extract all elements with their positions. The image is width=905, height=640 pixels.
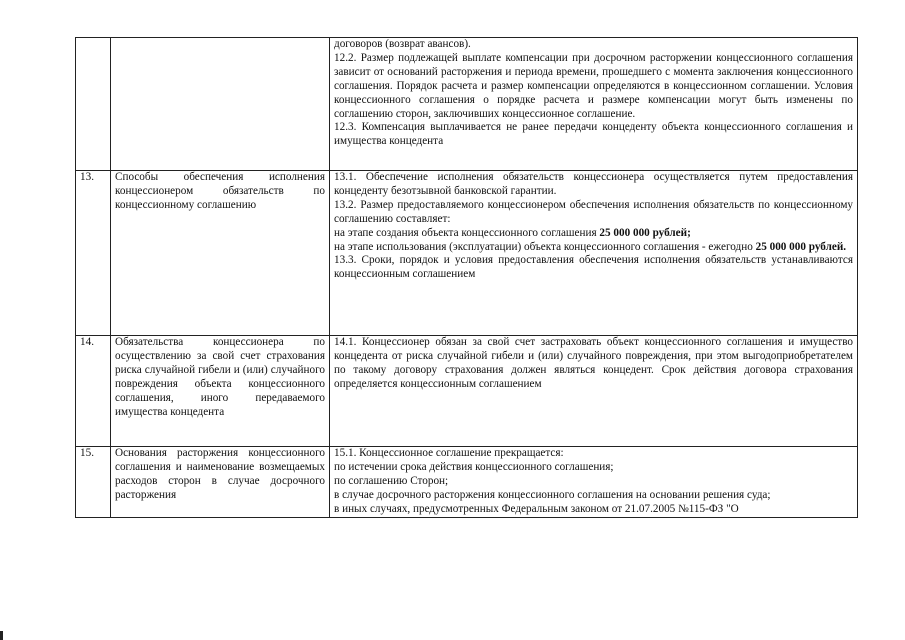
row-number-cell: 15. [76, 447, 111, 518]
row-name-cell [111, 38, 330, 171]
amount-text: 25 000 000 рублей; [599, 226, 691, 239]
paragraph-text: на этапе создания объекта концессионного соглашения [334, 226, 600, 239]
concession-terms-table [75, 37, 858, 518]
row-number-cell [76, 38, 111, 171]
paragraph [334, 241, 853, 255]
paragraph: в иных случаях, предусмотренных Федеральным законом от 21.07.2005 №115-ФЗ "О [334, 502, 739, 515]
paragraph: по соглашению Сторон; [334, 474, 449, 487]
paragraph: по истечении срока действия концессионного соглашения; [334, 460, 614, 473]
row-text-cell [330, 336, 858, 447]
paragraph: 12.2. Размер подлежащей выплате компенсации при досрочном расторжении концессионного соглашения зависит от оснований расторжения и периода времени, прошедшего с момента заключения концессионного соглашения. Порядок расчета и размер компенсации определяются в концессионном соглашении. Условия концессионного соглашения о порядке расчета и размере компенсации могут быть изменены по соглашению сторон, заключивших концессионное соглашение. [334, 51, 853, 120]
row-name-cell: Способы обеспечения исполнения концессионером обязательств по концессионному соглашению [111, 171, 330, 336]
table-row-14 [76, 336, 858, 447]
row-name-cell: Основания расторжения концессионного соглашения и наименование возмещаемых расходов сторон в случае досрочного расторжения [111, 447, 330, 518]
paragraph: 12.3. Компенсация выплачивается не ранее передачи концеденту объекта концессионного соглашения и имущества концедента [334, 121, 853, 148]
paragraph-text: на этапе использования (эксплуатации) объекта концессионного соглашения - ежегодно [334, 240, 756, 253]
paragraph: в случае досрочного расторжения концессионного соглашения на основании решения суда; [334, 488, 771, 501]
scan-edge-mark [0, 631, 3, 640]
row-text-cell [330, 38, 858, 171]
paragraph: договоров (возврат авансов). [334, 38, 471, 50]
table-row-15 [76, 447, 858, 518]
row-number-cell: 14. [76, 336, 111, 447]
table-row-12 [76, 38, 858, 171]
row-number-cell: 13. [76, 171, 111, 336]
row-text-cell [330, 447, 858, 518]
paragraph [334, 227, 853, 241]
paragraph: 13.3. Сроки, порядок и условия предоставления обеспечения исполнения обязательств устанавливаются концессионным соглашением [334, 254, 853, 281]
row-name-cell: Обязательства концессионера по осуществлению за свой счет страхования риска случайной гибели и (или) случайного повреждения объекта концессионного соглашения, иного передаваемого имущества концедента [111, 336, 330, 447]
paragraph: 13.2. Размер предоставляемого концессионером обеспечения исполнения обязательств по концессионному соглашению составляет: [334, 198, 853, 225]
paragraph: 14.1. Концессионер обязан за свой счет застраховать объект концессионного соглашения и имущество концедента от риска случайной гибели и (или) случайного повреждения, при этом выгодоприобретателем по такому договору страхования должен являться концедент. Срок действия договора страхования определяется концессионным соглашением [334, 336, 853, 390]
paragraph: 15.1. Концессионное соглашение прекращается: [334, 447, 564, 459]
row-text-cell [330, 171, 858, 336]
document-page [75, 37, 857, 518]
amount-text: 25 000 000 рублей. [755, 240, 847, 253]
paragraph: 13.1. Обеспечение исполнения обязательств концессионера осуществляется путем предоставления концеденту безотзывной банковской гарантии. [334, 171, 853, 197]
table-row-13 [76, 171, 858, 336]
